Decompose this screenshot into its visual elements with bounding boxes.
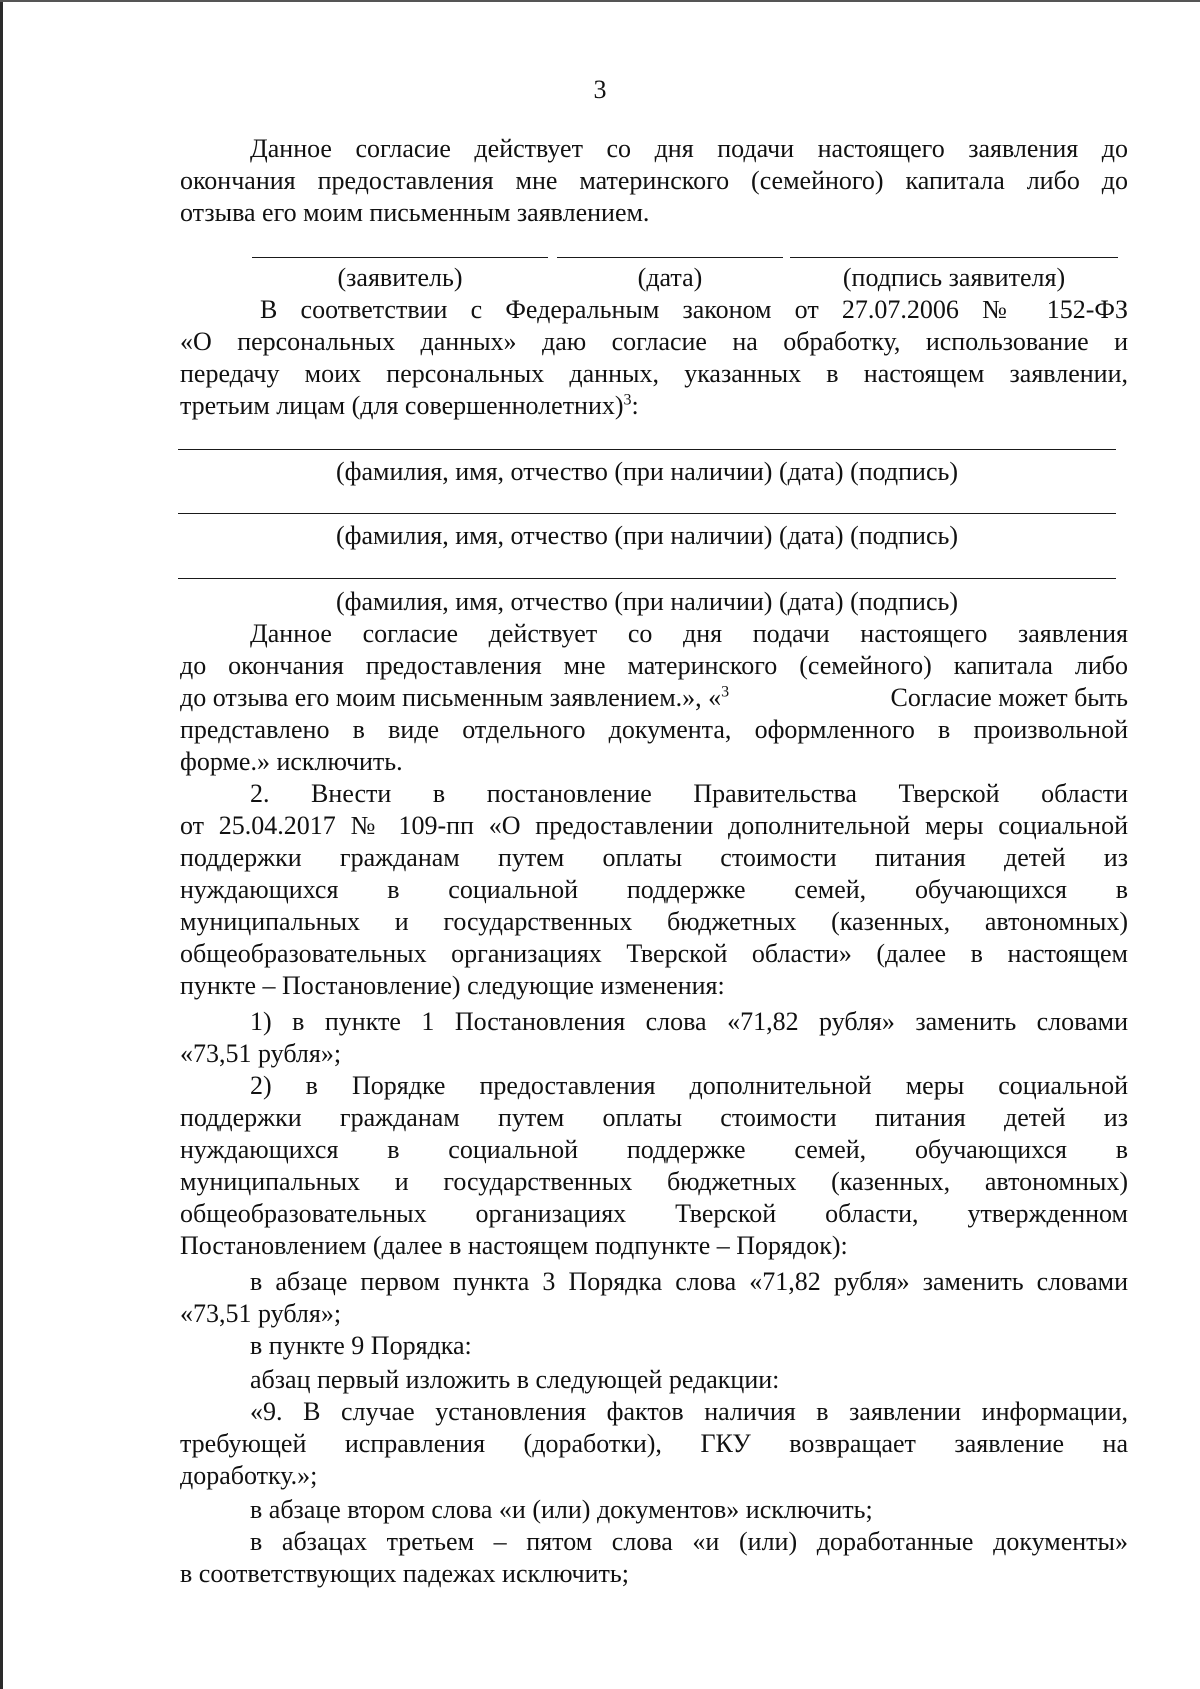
- para1-line1: Данное согласие действует со дня подачи настоящего заявления до: [250, 134, 1128, 163]
- para2-line2: «О персональных данных» даю согласие на обработку, использование и: [180, 327, 1128, 356]
- item6-line1: «9. В случае установления фактов наличия в заявлении информации,: [250, 1397, 1128, 1426]
- scan-border-left: [0, 0, 3, 1689]
- item2-line2: поддержки гражданам путем оплаты стоимости питания детей из: [180, 1103, 1128, 1132]
- item1-line2: «73,51 рубля»;: [180, 1039, 342, 1068]
- para2-line4-colon: :: [631, 391, 639, 420]
- footnote-ref-3: 3: [623, 391, 632, 409]
- fio-line-3: [178, 578, 1116, 579]
- item3-line1: в абзаце первом пункта 3 Порядка слова «71,82 рубля» заменить словами: [250, 1267, 1128, 1296]
- para3-line3-end: Согласие может быть: [890, 683, 1128, 712]
- item2-line6: Постановлением (далее в настоящем подпункте – Порядок):: [180, 1231, 848, 1260]
- date-line: [557, 257, 783, 258]
- para1-line2: окончания предоставления мне материнского (семейного) капитала либо до: [180, 166, 1128, 195]
- para2-line1: В соответствии с Федеральным законом от 27.07.2006 № 152-ФЗ: [260, 295, 1128, 324]
- para3-line5: форме.» исключить.: [180, 747, 403, 776]
- para4-line6: общеобразовательных организациях Тверской области» (далее в настоящем: [180, 939, 1128, 968]
- item6-line2: требующей исправления (доработки), ГКУ возвращает заявление на: [180, 1429, 1128, 1458]
- para3-line3: [180, 682, 1128, 714]
- scan-border-top: [0, 0, 1200, 2]
- footnote-ref-3b: 3: [721, 683, 730, 701]
- item4-line: в пункте 9 Порядка:: [250, 1331, 472, 1360]
- para4-line4: нуждающихся в социальной поддержке семей, обучающихся в: [180, 875, 1128, 904]
- page-number: 3: [593, 75, 607, 104]
- para3-line3-start: до отзыва его моим письменным заявлением.», «: [180, 683, 722, 712]
- para3-line3-start-wrap: [180, 682, 729, 714]
- caption-signature: (подпись заявителя): [842, 263, 1066, 292]
- caption-applicant: (заявитель): [337, 263, 463, 292]
- para4-line2: от 25.04.2017 № 109-пп «О предоставлении дополнительной меры социальной: [180, 811, 1128, 840]
- item2-line5: общеобразовательных организациях Тверской области, утвержденном: [180, 1199, 1128, 1228]
- caption-date: (дата): [637, 263, 703, 292]
- item7-line: в абзаце втором слова «и (или) документов» исключить;: [250, 1495, 873, 1524]
- para4-line5: муниципальных и государственных бюджетных (казенных, автономных): [180, 907, 1128, 936]
- fio-caption-3: (фамилия, имя, отчество (при наличии) (дата) (подпись): [335, 587, 959, 616]
- para2-line4-text: третьим лицам (для совершеннолетних): [180, 391, 624, 420]
- item1-line1: 1) в пункте 1 Постановления слова «71,82 рубля» заменить словами: [250, 1007, 1128, 1036]
- item2-line4: муниципальных и государственных бюджетных (казенных, автономных): [180, 1167, 1128, 1196]
- item8-line2: в соответствующих падежах исключить;: [180, 1559, 629, 1588]
- para2-line3: передачу моих персональных данных, указанных в настоящем заявлении,: [180, 359, 1128, 388]
- item2-line3: нуждающихся в социальной поддержке семей, обучающихся в: [180, 1135, 1128, 1164]
- item2-line1: 2) в Порядке предоставления дополнительной меры социальной: [250, 1071, 1128, 1100]
- para4-line7: пункте – Постановление) следующие изменения:: [180, 971, 725, 1000]
- para4-line3: поддержки гражданам путем оплаты стоимости питания детей из: [180, 843, 1128, 872]
- para3-line4: представлено в виде отдельного документа, оформленного в произвольной: [180, 715, 1128, 744]
- signature-line: [790, 257, 1118, 258]
- para2-line4: [180, 390, 639, 422]
- fio-line-1: [178, 449, 1116, 450]
- item6-line3: доработку.»;: [180, 1461, 318, 1490]
- item3-line2: «73,51 рубля»;: [180, 1299, 342, 1328]
- item8-line1: в абзацах третьем – пятом слова «и (или) доработанные документы»: [250, 1527, 1128, 1556]
- applicant-name-line: [252, 257, 548, 258]
- fio-line-2: [178, 513, 1116, 514]
- fio-caption-1: (фамилия, имя, отчество (при наличии) (дата) (подпись): [335, 457, 959, 486]
- item5-line: абзац первый изложить в следующей редакции:: [250, 1365, 780, 1394]
- para3-line1: Данное согласие действует со дня подачи настоящего заявления: [250, 619, 1128, 648]
- fio-caption-2: (фамилия, имя, отчество (при наличии) (дата) (подпись): [335, 521, 959, 550]
- para1-line3: отзыва его моим письменным заявлением.: [180, 198, 650, 227]
- para4-line1: 2. Внести в постановление Правительства Тверской области: [250, 779, 1128, 808]
- para3-line2: до окончания предоставления мне материнского (семейного) капитала либо: [180, 651, 1128, 680]
